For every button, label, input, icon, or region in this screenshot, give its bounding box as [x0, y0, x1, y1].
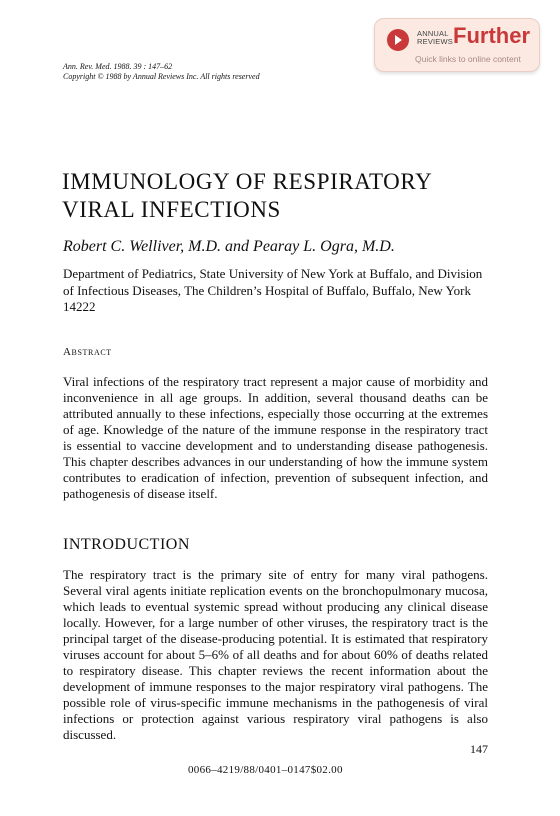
article-title: IMMUNOLOGY OF RESPIRATORY VIRAL INFECTIONS — [62, 169, 432, 222]
citation-line-1: Ann. Rev. Med. 1988. 39 : 147–62 — [63, 62, 173, 71]
article-code: 0066–4219/88/0401–0147$02.00 — [188, 764, 343, 776]
authors: Robert C. Welliver, M.D. and Pearay L. Ogra, M.D. — [63, 238, 395, 255]
page-number: 147 — [470, 742, 488, 756]
play-icon — [387, 29, 409, 51]
affiliation: Department of Pediatrics, State University of New York at Buffalo, and Division of Infectious Diseases, The Children’s Hospital of Buffalo, Buffalo, New York 14222 — [63, 266, 483, 314]
abstract-text: Viral infections of the respiratory tract represent a major cause of morbidity and inconvenience in all age groups. In addition, several thousand deaths can be attributed annually to these infections, especially those occurring at the extremes of age. Knowledge of the nature of the immune response in the respiratory tract is essential to vaccine development and to understanding disease pathogenesis. This chapter describes advances in our understanding of how the immune system contributes to eradication of infection, prevention of subsequent infection, and pathogenesis of disease itself. — [63, 374, 488, 501]
introduction-text: The respiratory tract is the primary site of entry for many viral pathogens. Several viral agents initiate replication events on the bronchopulmonary mucosa, which leads to eventual systemic spread without producing any clinical disease locally. However, for a large number of other viruses, the respiratory tract is the principal target of the disease-producing potential. It is estimated that respiratory viruses account for about 5–6% of all deaths and for about 60% of deaths related to respiratory disease. This chapter reviews the recent information about the development of immune responses to the major respiratory viral pathogens. The possible role of virus-specific immune mechanisms in the pathogenesis of viral infections or protection against various respiratory viral pathogens is also discussed. — [63, 567, 488, 742]
citation-line-2: Copyright © 1988 by Annual Reviews Inc. All rights reserved — [63, 71, 260, 81]
badge-subtitle: Quick links to online content — [415, 54, 521, 64]
badge-title: Further — [453, 23, 530, 48]
abstract-heading: Abstract — [63, 346, 112, 358]
citation — [63, 62, 260, 81]
introduction-heading: INTRODUCTION — [63, 536, 190, 553]
badge-small-text: ANNUAL REVIEWS — [417, 29, 453, 46]
further-badge[interactable] — [374, 18, 540, 72]
